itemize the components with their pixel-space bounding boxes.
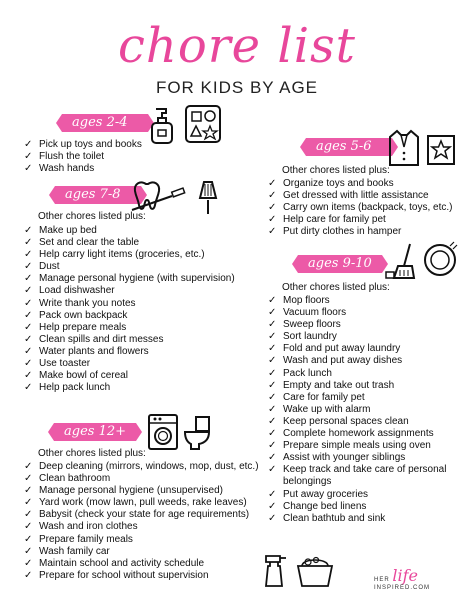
list-item: ✓ Clean bathroom — [24, 473, 111, 485]
list-item: ✓ Maintain school and activity schedule — [24, 557, 205, 569]
chore-list-12-plus — [24, 461, 259, 582]
chore-list-7-8 — [24, 225, 235, 394]
list-item: ✓ Use toaster — [24, 358, 91, 370]
list-item: ✓ Keep track and take care of personal belongings — [268, 464, 447, 488]
list-item: ✓ Load dishwasher — [24, 285, 115, 297]
list-item: ✓ Pack own backpack — [24, 309, 128, 321]
list-item: ✓ Clean spills and dirt messes — [24, 333, 164, 345]
list-item: ✓ Sort laundry — [268, 331, 337, 343]
broom-icon — [384, 242, 420, 282]
other-chores-note: Other chores listed plus: — [38, 211, 146, 222]
soap-bottle-icon — [148, 105, 178, 145]
list-item: ✓ Mop floors — [268, 295, 330, 306]
list-item: ✓ Fold and put away laundry — [268, 343, 401, 355]
list-item: ✓ Pack lunch — [268, 367, 332, 379]
list-item: ✓ Prepare family meals — [24, 533, 133, 545]
list-item: ✓ Help care for family pet — [268, 214, 386, 226]
brand-logo — [374, 566, 474, 591]
list-item: ✓ Flush the toilet — [24, 151, 105, 163]
page-title: chore list — [118, 18, 356, 74]
list-item: ✓ Care for family pet — [268, 391, 365, 403]
age-badge-12-plus: ages 12+ — [54, 423, 136, 441]
shape-sorter-icon — [184, 104, 222, 144]
chore-list-9-10 — [268, 295, 458, 525]
list-item: ✓ Wake up with alarm — [268, 403, 371, 415]
age-badge-2-4: ages 2-4 — [62, 114, 148, 132]
list-item: ✓ Write thank you notes — [24, 297, 136, 309]
list-item: ✓ Get dressed with little assistance — [268, 190, 429, 202]
list-item: ✓ Prepare simple meals using oven — [268, 440, 431, 452]
list-item: ✓ Empty and take out trash — [268, 379, 395, 391]
list-item: ✓ Wash and iron clothes — [24, 521, 138, 533]
other-chores-note: Other chores listed plus: — [282, 165, 390, 176]
list-item: ✓ Change bed linens — [268, 500, 367, 512]
brand-her: HER — [374, 577, 390, 583]
list-item: ✓ Dust — [24, 261, 60, 273]
list-item: ✓ Make bowl of cereal — [24, 370, 128, 382]
list-item: ✓ Complete homework assignments — [268, 428, 434, 440]
toilet-icon — [182, 414, 212, 452]
washing-machine-icon — [146, 412, 180, 452]
list-item: ✓ Pick up toys and books — [24, 139, 142, 150]
age-badge-5-6: ages 5-6 — [306, 138, 392, 156]
age-badge-7-8: ages 7-8 — [55, 186, 141, 204]
page-subtitle: FOR KIDS BY AGE — [155, 78, 319, 97]
list-item: ✓ Prepare for school without supervision — [24, 569, 209, 581]
star-card-icon — [426, 134, 456, 166]
list-item: ✓ Wash and put away dishes — [268, 355, 403, 367]
list-item: ✓ Water plants and flowers — [24, 345, 149, 357]
list-item: ✓ Help pack lunch — [24, 382, 111, 394]
list-item: ✓ Put dirty clothes in hamper — [268, 226, 402, 238]
bucket-icon — [294, 556, 336, 588]
tooth-icon — [128, 176, 188, 214]
scrub-brush-icon — [192, 178, 224, 216]
shirt-icon — [386, 127, 422, 167]
brand-life: life — [392, 566, 418, 585]
list-item: ✓ Make up bed — [24, 225, 97, 236]
list-item: ✓ Assist with younger siblings — [268, 452, 406, 464]
list-item: ✓ Clean bathtub and sink — [268, 512, 386, 524]
list-item: ✓ Sweep floors — [268, 319, 341, 331]
list-item: ✓ Babysit (check your state for age requirements) — [24, 509, 250, 521]
age-badge-9-10: ages 9-10 — [298, 255, 382, 273]
list-item: ✓ Deep cleaning (mirrors, windows, mop, dust, etc.) — [24, 461, 259, 472]
list-item: ✓ Yard work (mow lawn, pull weeds, rake leaves) — [24, 497, 247, 509]
list-item: ✓ Help carry light items (groceries, etc.) — [24, 249, 205, 261]
list-item: ✓ Put away groceries — [268, 488, 369, 500]
brand-inspired: INSPIRED.COM — [374, 585, 431, 591]
list-item: ✓ Set and clear the table — [24, 237, 140, 249]
list-item: ✓ Vacuum floors — [268, 307, 347, 319]
chore-list-2-4 — [24, 139, 142, 175]
list-item: ✓ Wash hands — [24, 163, 95, 175]
list-item: ✓ Manage personal hygiene (unsupervised) — [24, 485, 224, 497]
spray-bottle-icon — [262, 552, 290, 588]
other-chores-note: Other chores listed plus: — [282, 282, 390, 293]
list-item: ✓ Carry own items (backpack, toys, etc.) — [268, 202, 453, 214]
chore-list-5-6 — [268, 178, 453, 238]
list-item: ✓ Organize toys and books — [268, 178, 394, 189]
other-chores-note: Other chores listed plus: — [38, 448, 146, 459]
plate-icon — [420, 240, 460, 280]
list-item: ✓ Help prepare meals — [24, 321, 127, 333]
list-item: ✓ Manage personal hygiene (with supervision) — [24, 273, 235, 285]
list-item: ✓ Wash family car — [24, 545, 110, 557]
list-item: ✓ Keep personal spaces clean — [268, 415, 409, 427]
